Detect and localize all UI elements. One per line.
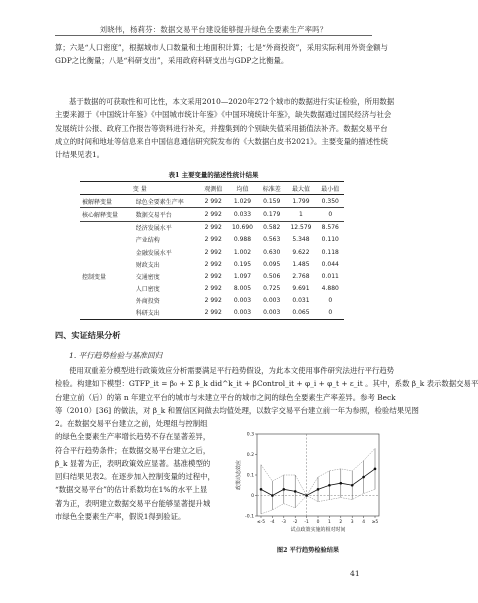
table-cell-min: 0 [328, 297, 333, 305]
text-line: 基于数据的可获取性和可比性，本文采用2010—2020年272个城市的数据进行实证检验，所用数据 [69, 97, 395, 106]
text-line: 符合平行趋势条件；在数据交易平台建立之后， [55, 445, 211, 455]
table-cell-mean: 10.690 [227, 221, 258, 234]
table-row [80, 221, 344, 234]
table-cell-max: 1.799 [285, 195, 316, 208]
figure-caption: 图2 平行趋势检验结果 [276, 547, 340, 554]
table-cell-mean: 0.988 [233, 236, 252, 244]
y-tick-label: 0 [251, 494, 254, 500]
data-point [317, 488, 320, 491]
text-line: 2。在数据交易平台建立之前，处理组与控制组 [55, 419, 208, 428]
text-line: 回归结果见表2。在逐步加入控制变量的过程中， [55, 472, 215, 482]
table-cell-variable: 财政支出 [135, 261, 160, 269]
x-tick-label: -2 [293, 520, 298, 525]
table-cell-category [80, 258, 130, 270]
x-tick-label: 3 [350, 520, 354, 525]
table-cell-max: 9.691 [292, 285, 310, 293]
table-cell-min: 0 [317, 307, 344, 320]
table-cell-sd: 0.506 [263, 272, 281, 280]
section-title: 四、实证结果分析 [55, 330, 121, 340]
table-row [80, 208, 344, 221]
table-cell-obs: 2 992 [204, 248, 222, 256]
text-line: β_k 显著为正，表明政策效应显著。基准模型的 [55, 458, 211, 468]
table-cell-obs: 2 992 [204, 285, 222, 293]
table-cell-mean: 0.003 [233, 297, 252, 305]
table-cell-obs: 2 992 [200, 208, 227, 221]
table-row [80, 283, 344, 295]
x-tick-label: 1 [328, 520, 331, 525]
plot-frame [257, 434, 379, 516]
table-cell-min: 0.011 [321, 272, 339, 280]
x-tick-label: 2 [339, 520, 343, 525]
x-tick-label: -3 [281, 520, 286, 525]
table-cell-obs: 2 992 [200, 221, 227, 234]
table-header-max: 最大值 [285, 182, 316, 195]
running-head: 刘晓伟，杨莉芬：数据交易平台建设能够提升绿色全要素生产率吗？ [99, 25, 328, 34]
table-cell-category: 被解释变量 [80, 195, 130, 208]
x-tick-label: 4 [362, 520, 365, 525]
table-header-obs: 观测值 [200, 182, 227, 195]
y-tick-label: 0.3 [246, 432, 254, 438]
table-row [80, 270, 344, 282]
text-line: 检验。构建如下模型：GTFP_it = β₀ + Σ β_k did^k_it + βControl_it + φ_i + φ_t + ε_it 。其中，系数 β_k 表示数据交易平 [55, 379, 478, 389]
table-cell-category [80, 234, 130, 246]
table-cell-category: 控制变量 [82, 273, 107, 281]
y-axis-label: 政策动态效应 [236, 459, 242, 491]
table-header-mean: 均值 [227, 182, 258, 195]
text-line: 主要来源于《中国统计年鉴》《中国城市统计年鉴》《中国环境统计年鉴》，缺失数据通过国民经济与社会 [55, 110, 392, 120]
table-cell-obs: 2 992 [204, 260, 222, 268]
text-line: 使用双重差分模型进行政策效应分析需要满足平行趋势假设，为此本文使用事件研究法进行平行趋势 [69, 366, 395, 375]
table-cell-obs: 2 992 [200, 195, 227, 208]
table-cell-sd: 0.179 [258, 208, 285, 221]
table-cell-variable: 科研支出 [130, 307, 200, 320]
text-line: 发展统计公报、政府工作报告等资料进行补充，并搜集到的个别缺失值采用插值法补齐。数据交易平台 [55, 123, 388, 133]
table-cell-variable: 绿色全要素生产率 [130, 195, 200, 208]
table-cell-mean: 1.029 [227, 195, 258, 208]
table-cell-min: 0.350 [317, 195, 344, 208]
intro-paragraph-1 [55, 41, 388, 68]
table-cell-obs: 2 992 [204, 272, 222, 280]
table-cell-sd: 0.630 [263, 248, 281, 256]
data-point [294, 490, 297, 493]
x-tick-label: 0 [316, 520, 320, 525]
table-cell-category [80, 295, 130, 307]
table-cell-sd: 0.582 [258, 221, 285, 234]
table-cell-min: 4.880 [321, 285, 339, 293]
table-row [80, 307, 344, 320]
data-point [340, 482, 343, 485]
header-rule [55, 35, 372, 36]
text-line: 台建立前（后）的第 n 年建立平台的城市与未建立平台的城市之间的绿色全要素生产率差异。参考 Beck [55, 392, 396, 402]
table-cell-max: 2.768 [292, 272, 310, 280]
parallel-trend-chart [233, 428, 383, 538]
table-cell-variable: 外商投资 [135, 298, 160, 306]
data-point [328, 484, 331, 487]
table-cell-max: 5.348 [292, 236, 310, 244]
table-cell-sd: 0.095 [263, 260, 281, 268]
data-point [374, 468, 377, 471]
table-cell-min: 0.110 [321, 236, 339, 244]
table-cell-max: 1.485 [292, 260, 310, 268]
table-cell-max: 12.579 [285, 221, 316, 234]
table-cell-min: 8.576 [317, 221, 344, 234]
x-tick-label: ≥5 [371, 520, 379, 525]
y-tick-label: 0.2 [246, 453, 254, 459]
table-cell-obs: 2 992 [204, 297, 222, 305]
table-cell-variable: 产业结构 [135, 237, 160, 245]
table-cell-category [80, 307, 130, 320]
table-row [80, 295, 344, 307]
table-row [80, 234, 344, 246]
text-line: 成立的时间和地址等信息来自中国信息通信研究院发布的《大数据白皮书2021》。主要变量的描述性统 [55, 136, 388, 146]
table-cell-variable: 人口密度 [135, 286, 160, 294]
text-line: 等（2010）[36] 的做法，对 β_k 和置信区间做去均值处理，以数字交易平台建立前一年为参照，检验结果见图 [55, 405, 419, 415]
data-point [271, 494, 274, 497]
table-cell-mean: 0.003 [227, 307, 258, 320]
table-row [80, 246, 344, 258]
data-point [305, 494, 308, 497]
text-line: 的绿色全要素生产率增长趋势不存在显著差异， [55, 432, 211, 442]
text-line: 算；六是“人口密度”，根据城市人口数量和土地面积计算；七是“外商投资”，采用实际利用外资金额与 [55, 43, 388, 52]
table-cell-min: 0 [317, 208, 344, 221]
table-cell-min: 0.118 [321, 248, 339, 256]
table-row [80, 258, 344, 270]
table-cell-category [80, 283, 130, 295]
table-cell-variable: 数据交易平台 [130, 208, 200, 221]
data-point [362, 476, 365, 479]
table-cell-sd: 0.003 [258, 307, 285, 320]
table-row [80, 195, 344, 208]
text-line: 著为正，表明建立数据交易平台能够显著提升城 [55, 498, 211, 508]
table-cell-obs: 2 992 [204, 236, 222, 244]
table-cell-category [80, 246, 130, 258]
table-cell-max: 1 [285, 208, 316, 221]
page-number: 41 [350, 569, 360, 578]
x-tick-label: -4 [270, 520, 275, 525]
y-tick-label: 0.1 [246, 473, 254, 479]
table-cell-variable: 金融发展水平 [135, 249, 172, 257]
x-tick-label: ≤-5 [256, 520, 266, 525]
x-axis-label: 试点政策实施的相对时间 [290, 527, 346, 533]
table-cell-category [80, 221, 130, 234]
table-header-variable: 变 量 [80, 182, 200, 195]
table-cell-variable: 经济发展水平 [130, 221, 200, 234]
table-cell-mean: 1.097 [233, 272, 252, 280]
table-header-row [80, 182, 344, 195]
text-line: 计结果见表1。 [55, 150, 105, 160]
table-cell-max: 0.031 [292, 297, 310, 305]
table-cell-sd: 0.725 [263, 285, 281, 293]
table-cell-sd: 0.159 [258, 195, 285, 208]
text-line: GDP之比衡量；八是“科研支出”，采用政府科研支出与GDP之比衡量。 [55, 56, 289, 66]
text-line: “数据交易平台”的估计系数均在1%的水平上显 [55, 485, 208, 495]
table-cell-min: 0.044 [321, 260, 339, 268]
table-cell-variable: 交通密度 [135, 273, 160, 281]
data-point [351, 484, 354, 487]
results-paragraph [55, 364, 478, 417]
table-cell-category: 核心解释变量 [80, 208, 130, 221]
intro-paragraph-2 [55, 95, 395, 161]
wrapped-paragraph [55, 417, 229, 523]
table-header-min: 最小值 [317, 182, 344, 195]
table-header-sd: 标准差 [258, 182, 285, 195]
x-tick-label: -1 [304, 520, 309, 525]
descriptive-stats-table [80, 181, 344, 320]
table-cell-mean: 8.005 [233, 285, 252, 293]
table-cell-max: 9.622 [292, 248, 310, 256]
data-point [283, 488, 286, 491]
table-cell-mean: 0.195 [233, 260, 252, 268]
table-cell-mean: 0.033 [227, 208, 258, 221]
subsection-title: 1. 平行趋势检验与基准回归 [69, 351, 163, 360]
y-tick-label: -0.1 [245, 514, 254, 520]
table-cell-sd: 0.003 [263, 297, 281, 305]
table-cell-sd: 0.563 [263, 236, 281, 244]
data-point [260, 488, 263, 491]
table-cell-mean: 1.002 [233, 248, 252, 256]
table-cell-obs: 2 992 [200, 307, 227, 320]
table-cell-max: 0.065 [285, 307, 316, 320]
text-line: 市绿色全要素生产率，假说1得到验证。 [55, 512, 186, 522]
table-caption: 表1 主要变量的描述性统计结果 [168, 171, 259, 179]
